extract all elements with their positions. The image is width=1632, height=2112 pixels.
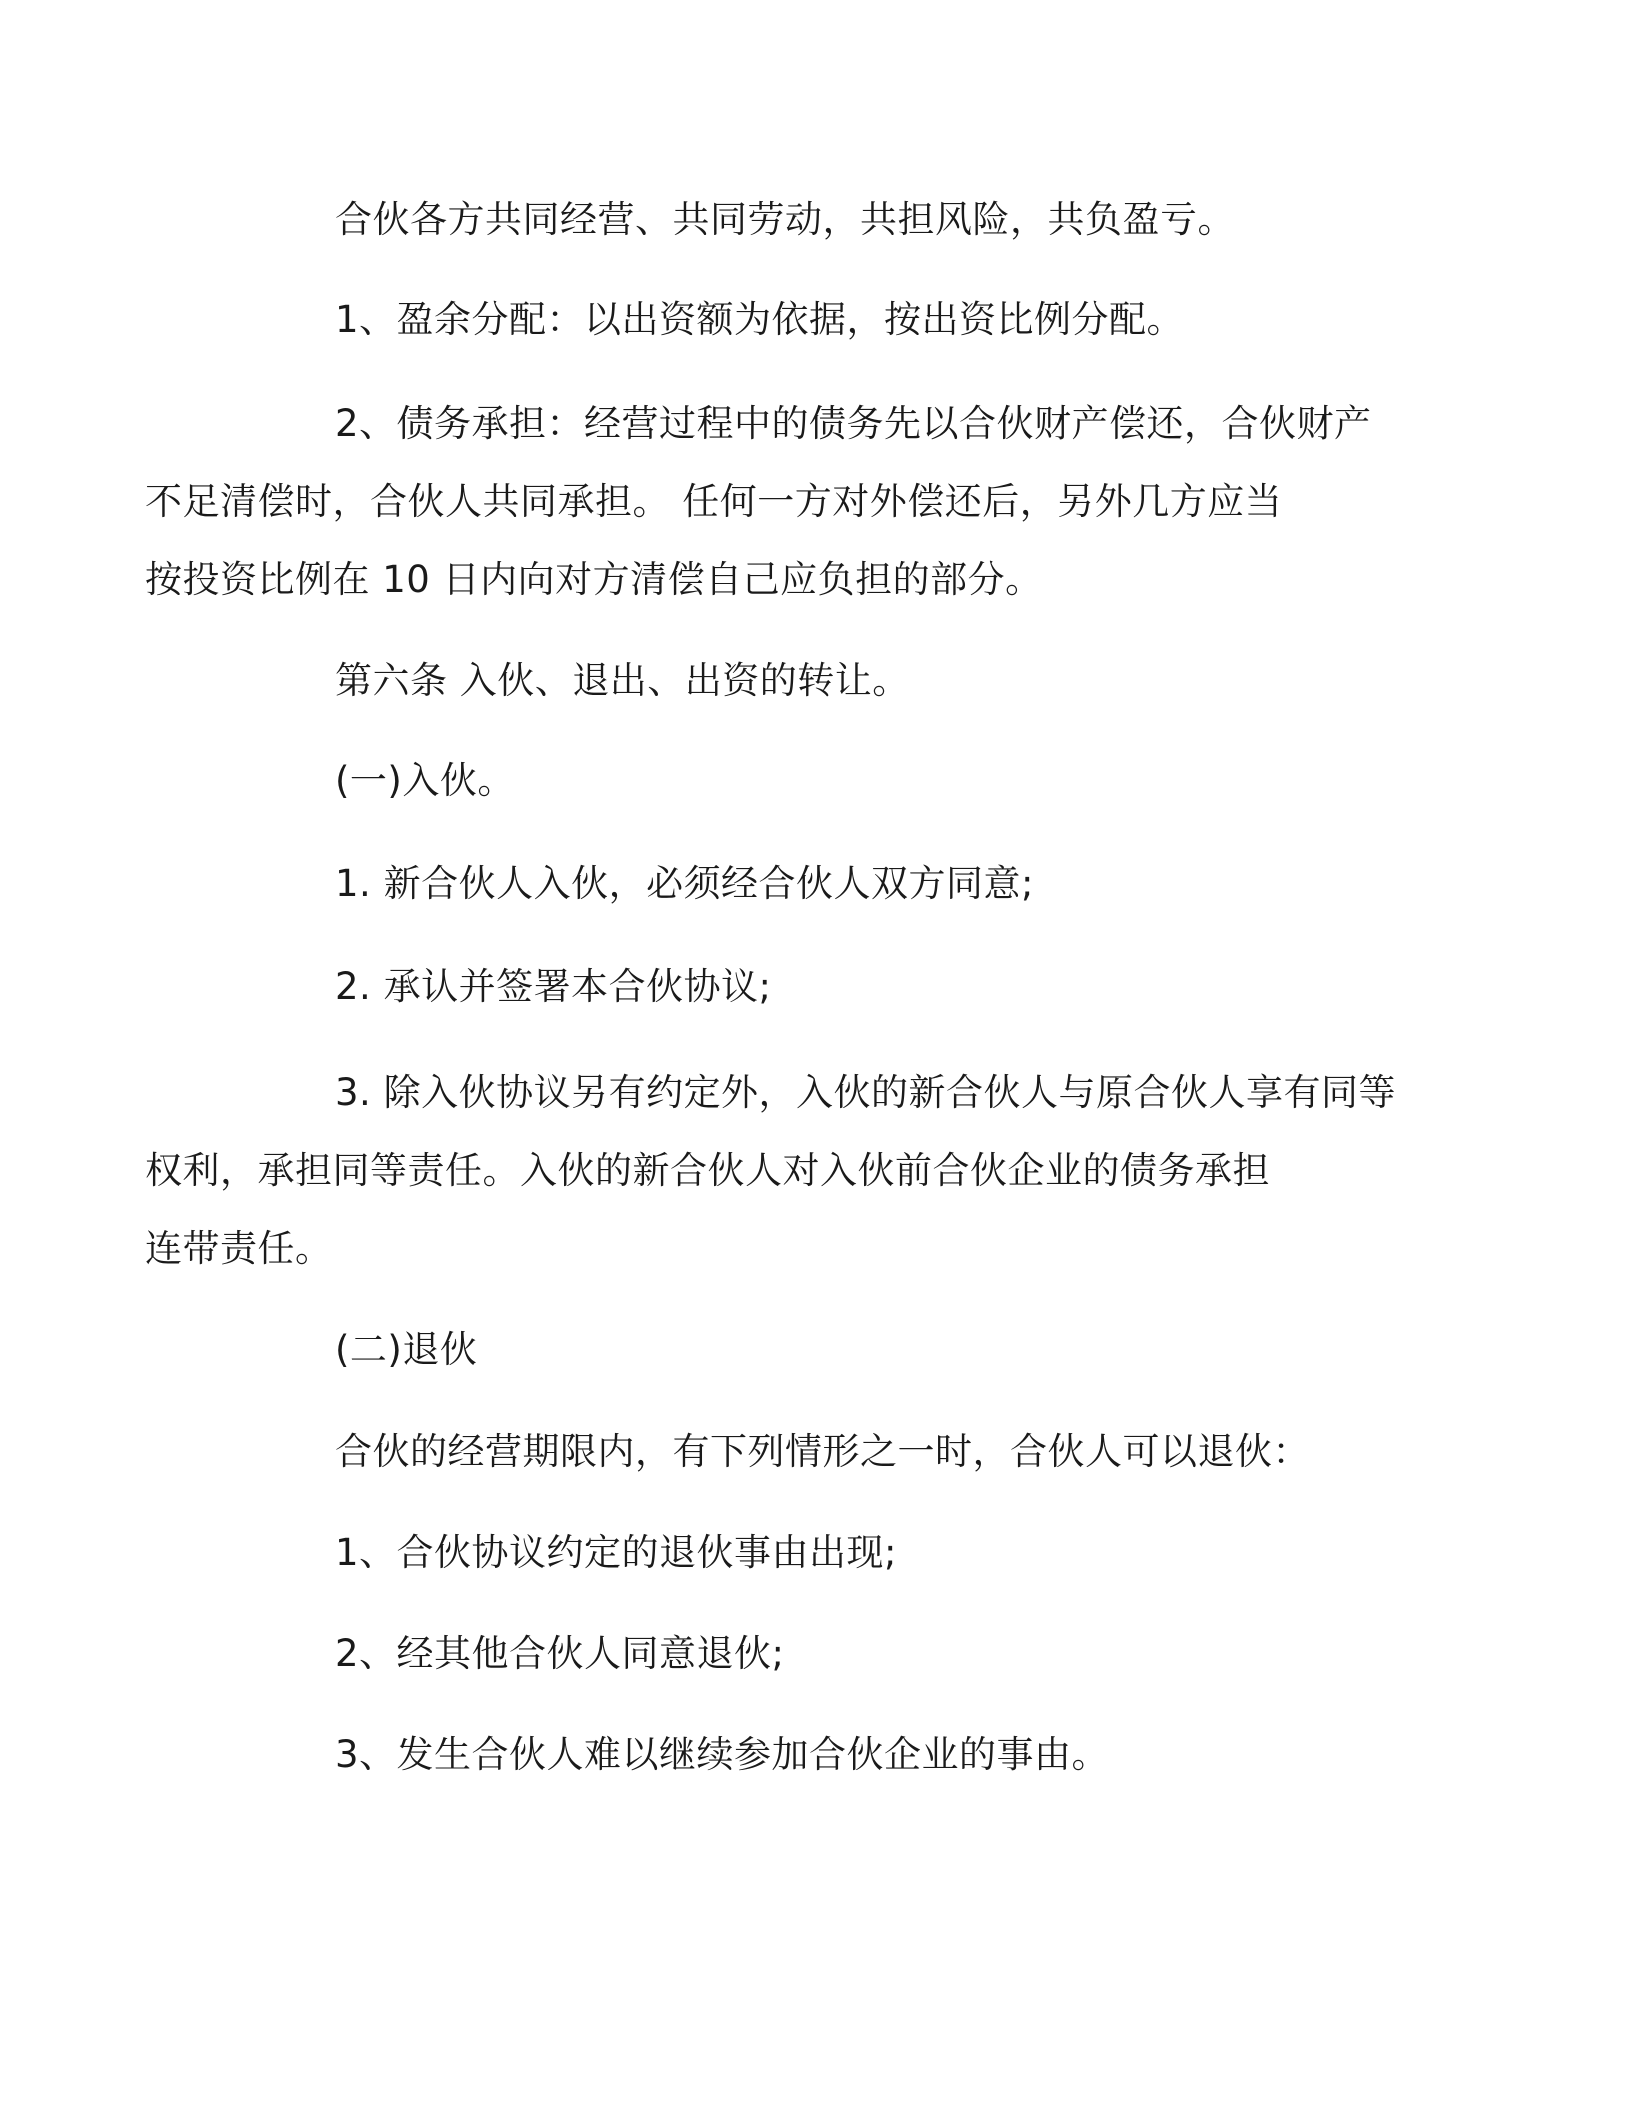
text-line: (一)入伙。	[335, 759, 515, 802]
text-line: 不足清偿时，合伙人共同承担。 任何一方对外偿还后，另外几方应当	[145, 480, 1283, 523]
paragraph-partnership-principle	[240, 181, 1390, 259]
section-withdrawal-heading	[240, 1311, 1390, 1389]
joining-item-1	[240, 845, 1390, 923]
text-line: 连带责任。	[145, 1227, 333, 1270]
text-line: (二)退伙	[335, 1328, 478, 1371]
withdrawal-item-3	[240, 1716, 1390, 1794]
text-line: 1、合伙协议约定的退伙事由出现;	[335, 1531, 898, 1574]
withdrawal-intro	[240, 1413, 1390, 1491]
text-line: 3. 除入伙协议另有约定外，入伙的新合伙人与原合伙人享有同等	[335, 1071, 1397, 1114]
text-line: 2. 承认并签署本合伙协议;	[335, 965, 772, 1008]
text-line: 合伙的经营期限内，有下列情形之一时，合伙人可以退伙：	[335, 1430, 1310, 1473]
article-six-heading	[240, 642, 1390, 720]
text-line: 权利，承担同等责任。入伙的新合伙人对入伙前合伙企业的债务承担	[145, 1149, 1270, 1192]
text-line: 第六条 入伙、退出、出资的转让。	[335, 659, 910, 702]
joining-item-2	[240, 948, 1390, 1026]
text-line: 3、发生合伙人难以继续参加合伙企业的事由。	[335, 1733, 1110, 1776]
text-line: 1. 新合伙人入伙，必须经合伙人双方同意;	[335, 862, 1035, 905]
text-line: 1、盈余分配：以出资额为依据，按出资比例分配。	[335, 298, 1185, 341]
withdrawal-item-2	[240, 1615, 1390, 1693]
withdrawal-item-1	[240, 1514, 1390, 1592]
text-line: 按投资比例在 10 日内向对方清偿自己应负担的部分。	[145, 558, 1043, 601]
text-line: 2、债务承担：经营过程中的债务先以合伙财产偿还，合伙财产	[335, 402, 1372, 445]
paragraph-profit-distribution	[240, 281, 1390, 359]
text-line: 2、经其他合伙人同意退伙;	[335, 1632, 785, 1675]
joining-item-3	[145, 1054, 1397, 1288]
paragraph-debt-bearing	[145, 385, 1390, 619]
text-line: 合伙各方共同经营、共同劳动，共担风险，共负盈亏。	[335, 198, 1235, 241]
section-joining-heading	[240, 742, 1390, 820]
